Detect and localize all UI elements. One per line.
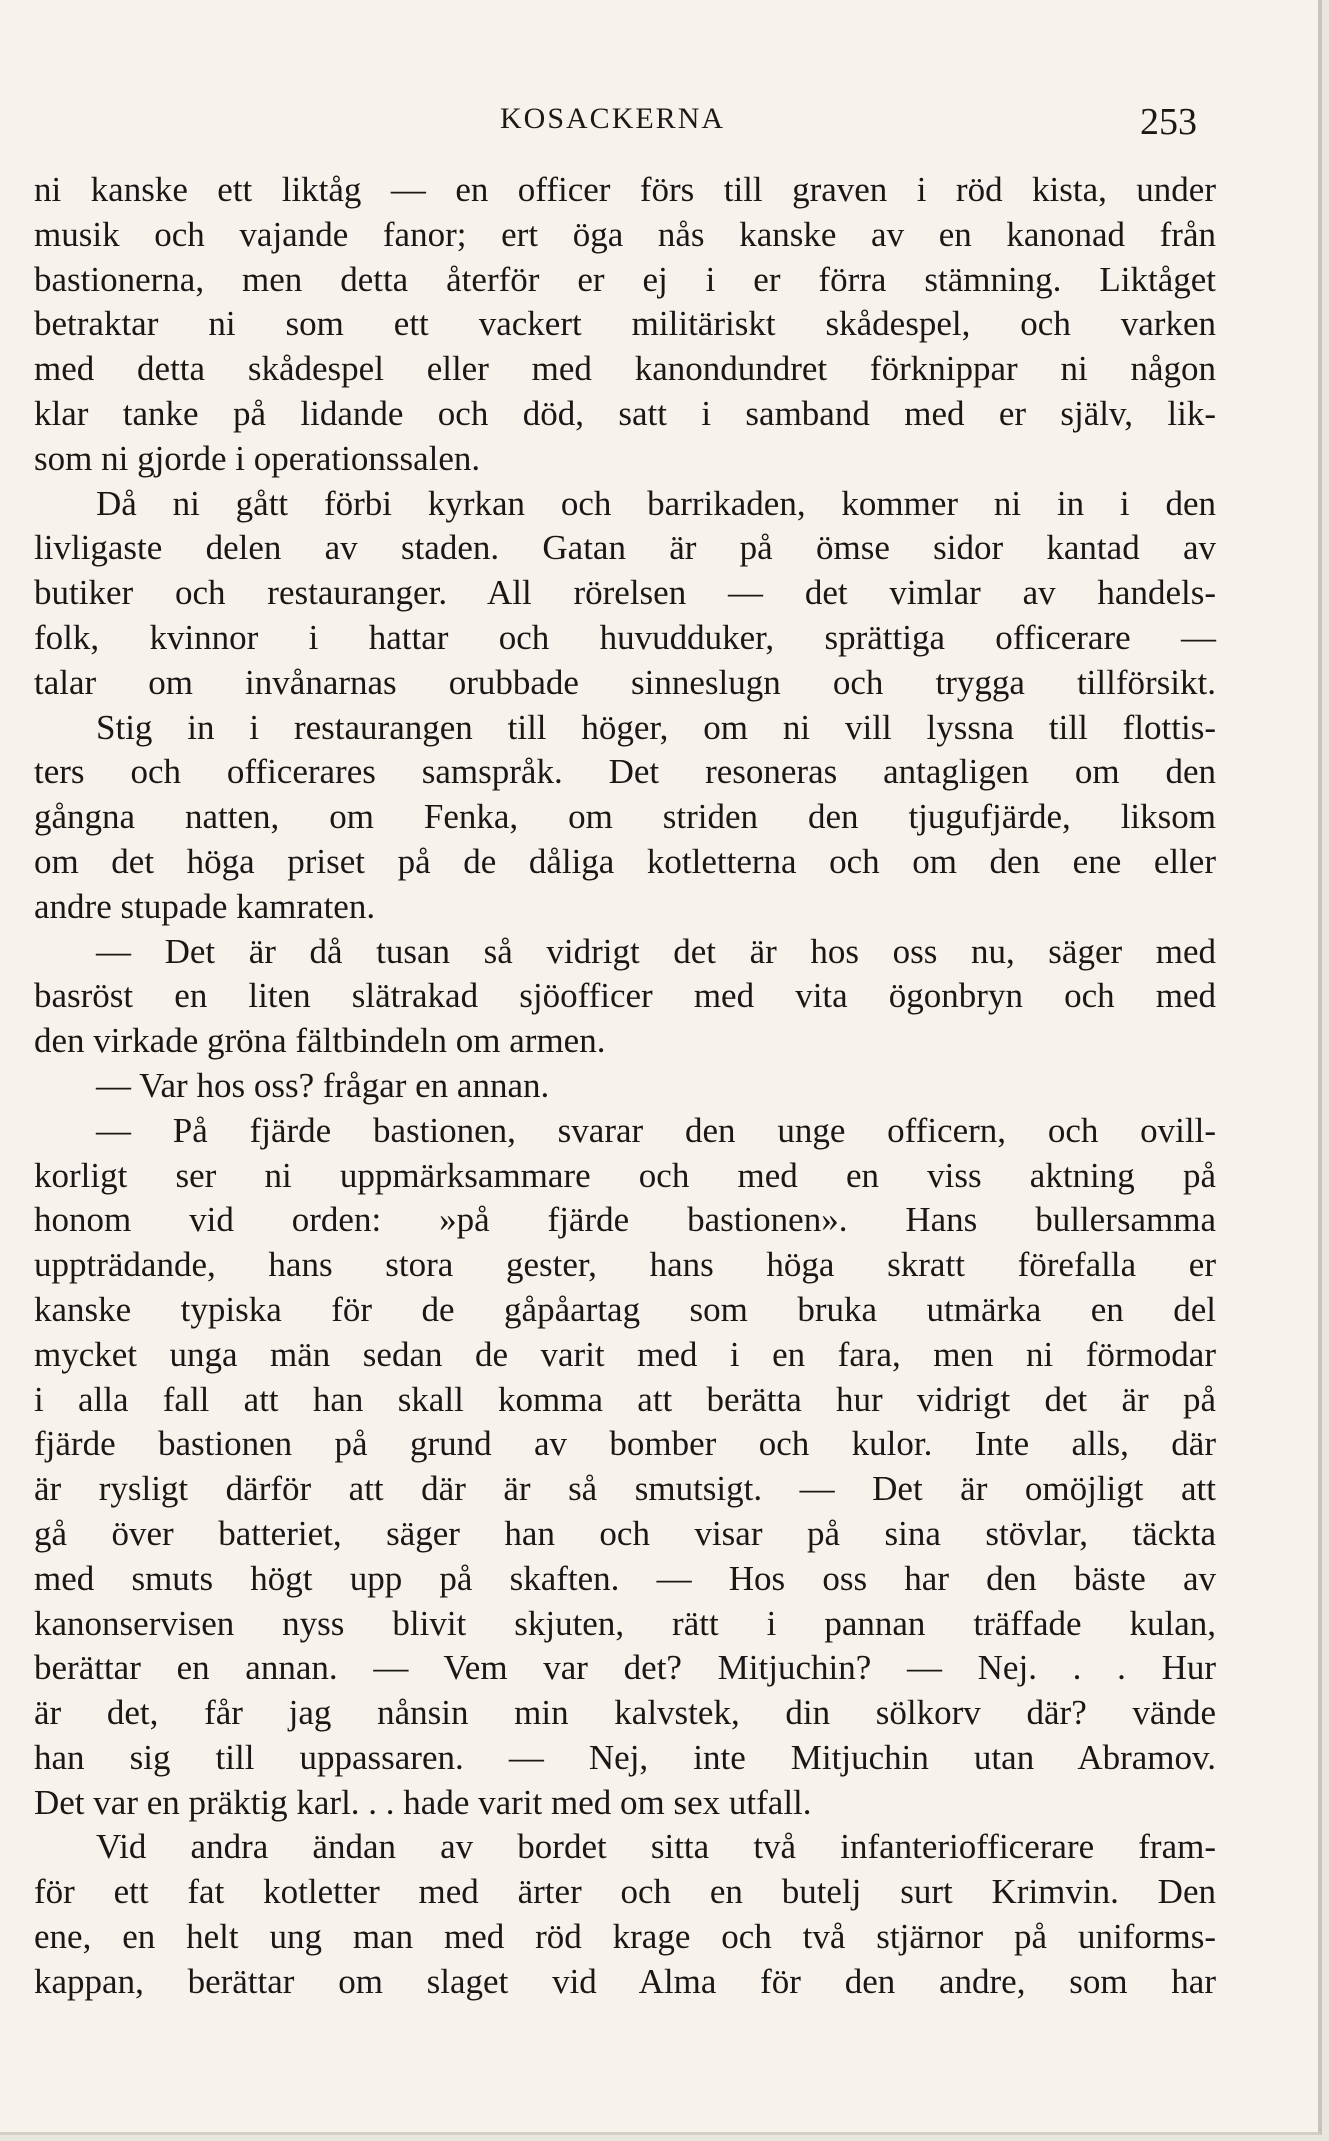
- text-line: ters och officerares samspråk. Det resoneras antagligen om den: [34, 752, 1216, 792]
- text-line: musik och vajande fanor; ert öga nås kanske av en kanonad från: [34, 214, 1216, 254]
- text-line: som ni gjorde i operationssalen.: [34, 438, 481, 478]
- text-line: betraktar ni som ett vackert militäriskt skådespel, och varken: [34, 304, 1216, 344]
- page-header: [0, 102, 1318, 142]
- text-line: i alla fall att han skall komma att berätta hur vidrigt det är på: [34, 1379, 1216, 1419]
- text-line: andre stupade kamraten.: [34, 886, 376, 926]
- text-line: Vid andra ändan av bordet sitta två infanteriofficerare fram-: [96, 1827, 1216, 1867]
- running-title: KOSACKERNA: [500, 102, 726, 135]
- text-line: med smuts högt upp på skaften. — Hos oss har den bäste av: [34, 1558, 1216, 1598]
- text-line: honom vid orden: »på fjärde bastionen». Hans bullersamma: [34, 1200, 1216, 1240]
- text-line: Då ni gått förbi kyrkan och barrikaden, kommer ni in i den: [96, 483, 1216, 523]
- text-line: är det, får jag nånsin min kalvstek, din sölkorv där? vände: [34, 1693, 1216, 1733]
- text-line: bastionerna, men detta återför er ej i er förra stämning. Liktåget: [34, 259, 1216, 299]
- text-line: Det var en präktig karl. . . hade varit med om sex utfall.: [34, 1782, 812, 1822]
- text-line: livligaste delen av staden. Gatan är på ömse sidor kantad av: [34, 528, 1216, 568]
- text-line: kanonservisen nyss blivit skjuten, rätt i pannan träffade kulan,: [34, 1603, 1216, 1643]
- text-line: han sig till uppassaren. — Nej, inte Mitjuchin utan Abramov.: [34, 1737, 1216, 1777]
- text-line: — Var hos oss? frågar en annan.: [96, 1065, 550, 1105]
- text-line: — På fjärde bastionen, svarar den unge officern, och ovill-: [96, 1110, 1216, 1150]
- text-line: kappan, berättar om slaget vid Alma för den andre, som har: [34, 1961, 1216, 2001]
- text-line: ene, en helt ung man med röd krage och två stjärnor på uniforms-: [34, 1917, 1216, 1957]
- text-line: talar om invånarnas orubbade sinneslugn och trygga tillförsikt.: [34, 662, 1216, 702]
- text-line: uppträdande, hans stora gester, hans höga skratt förefalla er: [34, 1245, 1216, 1285]
- text-line: basröst en liten slätrakad sjöofficer med vita ögonbryn och med: [34, 976, 1216, 1016]
- text-line: med detta skådespel eller med kanondundret förknippar ni någon: [34, 349, 1216, 389]
- text-line: fjärde bastionen på grund av bomber och kulor. Inte alls, där: [34, 1424, 1216, 1464]
- text-line: gå över batteriet, säger han och visar på sina stövlar, täckta: [34, 1513, 1216, 1553]
- text-line: gångna natten, om Fenka, om striden den tjugufjärde, liksom: [34, 797, 1216, 837]
- text-line: — Det är då tusan så vidrigt det är hos oss nu, säger med: [96, 931, 1216, 971]
- text-line: Stig in i restaurangen till höger, om ni vill lyssna till flottis-: [96, 707, 1216, 747]
- text-line: korligt ser ni uppmärksammare och med en viss aktning på: [34, 1155, 1216, 1195]
- text-line: för ett fat kotletter med ärter och en butelj surt Krimvin. Den: [34, 1872, 1216, 1912]
- text-line: folk, kvinnor i hattar och huvudduker, sprättiga officerare —: [34, 617, 1216, 657]
- text-line: klar tanke på lidande och död, satt i samband med er själv, lik-: [34, 393, 1216, 433]
- page-number: 253: [1140, 101, 1197, 143]
- text-line: om det höga priset på de dåliga kotletterna och om den ene eller: [34, 841, 1216, 881]
- text-line: är rysligt därför att där är så smutsigt. — Det är omöjligt att: [34, 1469, 1216, 1509]
- body-text: [34, 168, 1216, 2005]
- text-line: berättar en annan. — Vem var det? Mitjuchin? — Nej. . . Hur: [34, 1648, 1216, 1688]
- text-line: den virkade gröna fältbindeln om armen.: [34, 1021, 606, 1061]
- text-line: kanske typiska för de gåpåartag som bruka utmärka en del: [34, 1289, 1216, 1329]
- text-line: butiker och restauranger. All rörelsen — det vimlar av handels-: [34, 573, 1216, 613]
- text-line: mycket unga män sedan de varit med i en fara, men ni förmodar: [34, 1334, 1216, 1374]
- text-line: ni kanske ett liktåg — en officer förs till graven i röd kista, under: [34, 170, 1216, 209]
